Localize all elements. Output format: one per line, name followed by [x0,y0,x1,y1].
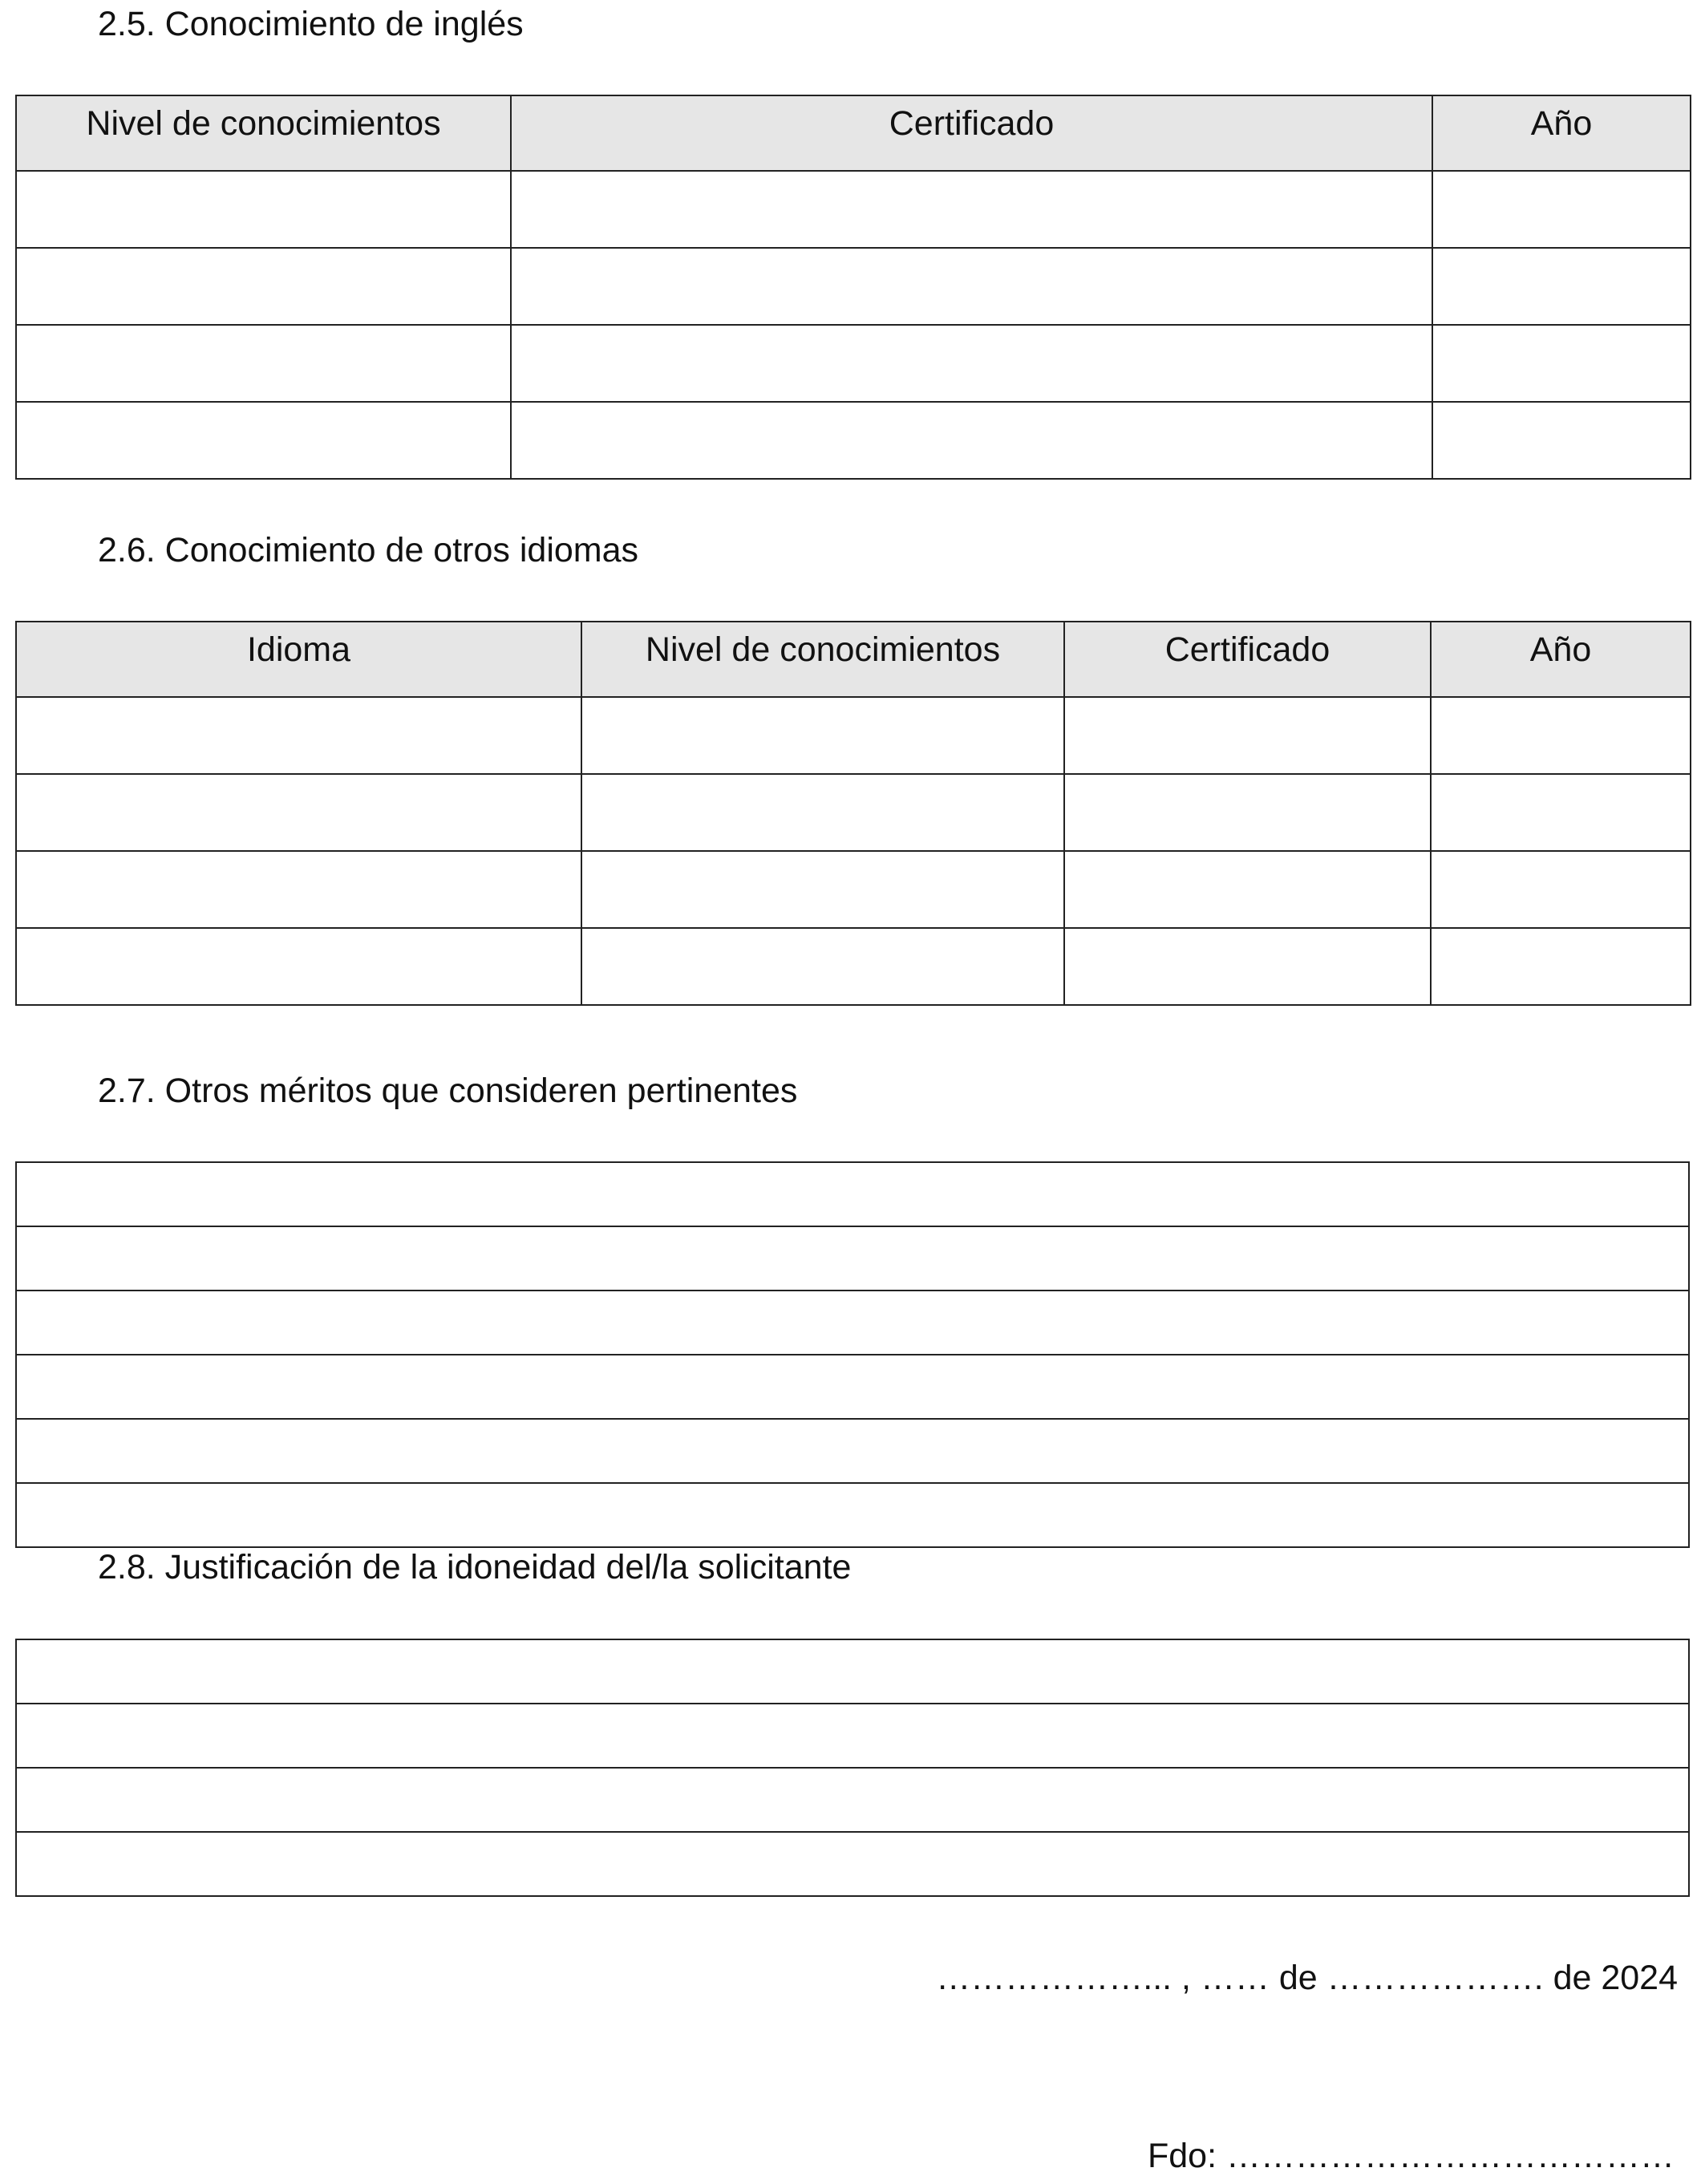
merit-line-cell[interactable] [16,1419,1689,1483]
year-cell[interactable] [1431,697,1691,774]
certificate-cell[interactable] [511,325,1432,402]
year-cell[interactable] [1431,928,1691,1005]
certificate-cell[interactable] [1064,774,1431,851]
text-line [16,1355,1689,1419]
justification-lines [15,1639,1690,1897]
year-cell[interactable] [1432,248,1691,325]
text-line [16,1483,1689,1547]
year-cell[interactable] [1432,402,1691,479]
column-header-year: Año [1431,622,1691,697]
certificate-cell[interactable] [511,402,1432,479]
table-row [16,851,1691,928]
other-languages-table [15,621,1691,1006]
table-row [16,171,1691,248]
table-header-row [16,95,1691,171]
table-header-row [16,622,1691,697]
year-cell[interactable] [1432,171,1691,248]
column-header-certificate: Certificado [1064,622,1431,697]
certificate-cell[interactable] [511,248,1432,325]
text-line [16,1291,1689,1355]
place-date-line[interactable]: ………………... , …… de ………………. de 2024 [936,1959,1678,1997]
text-line [16,1226,1689,1291]
column-header-language: Idioma [16,622,581,697]
certificate-cell[interactable] [1064,928,1431,1005]
level-cell[interactable] [581,928,1064,1005]
text-line [16,1832,1689,1896]
level-cell[interactable] [16,171,511,248]
justification-line-cell[interactable] [16,1768,1689,1832]
section-heading-other-merits: 2.7. Otros méritos que consideren pertinentes [98,1072,798,1110]
table-row [16,248,1691,325]
certificate-cell[interactable] [1064,851,1431,928]
justification-line-cell[interactable] [16,1832,1689,1896]
level-cell[interactable] [581,774,1064,851]
language-cell[interactable] [16,928,581,1005]
certificate-cell[interactable] [1064,697,1431,774]
level-cell[interactable] [16,402,511,479]
other-merits-lines [15,1161,1690,1548]
level-cell[interactable] [16,325,511,402]
language-cell[interactable] [16,851,581,928]
column-header-level: Nivel de conocimientos [16,95,511,171]
column-header-level: Nivel de conocimientos [581,622,1064,697]
table-row [16,928,1691,1005]
year-cell[interactable] [1432,325,1691,402]
language-cell[interactable] [16,774,581,851]
section-heading-other-languages: 2.6. Conocimiento de otros idiomas [98,531,639,569]
text-line [16,1768,1689,1832]
level-cell[interactable] [16,248,511,325]
table-row [16,402,1691,479]
text-line [16,1162,1689,1226]
year-cell[interactable] [1431,774,1691,851]
text-line [16,1704,1689,1768]
justification-line-cell[interactable] [16,1639,1689,1704]
level-cell[interactable] [581,697,1064,774]
year-cell[interactable] [1431,851,1691,928]
merit-line-cell[interactable] [16,1226,1689,1291]
certificate-cell[interactable] [511,171,1432,248]
level-cell[interactable] [581,851,1064,928]
text-line [16,1639,1689,1704]
merit-line-cell[interactable] [16,1483,1689,1547]
table-row [16,697,1691,774]
english-knowledge-table [15,95,1691,480]
section-heading-english: 2.5. Conocimiento de inglés [98,5,524,43]
merit-line-cell[interactable] [16,1162,1689,1226]
merit-line-cell[interactable] [16,1355,1689,1419]
merit-line-cell[interactable] [16,1291,1689,1355]
signature-line[interactable]: Fdo: ………………………………… [1148,2137,1675,2175]
section-heading-justification: 2.8. Justificación de la idoneidad del/la solicitante [98,1548,852,1586]
language-cell[interactable] [16,697,581,774]
justification-line-cell[interactable] [16,1704,1689,1768]
text-line [16,1419,1689,1483]
column-header-certificate: Certificado [511,95,1432,171]
table-row [16,325,1691,402]
table-row [16,774,1691,851]
column-header-year: Año [1432,95,1691,171]
